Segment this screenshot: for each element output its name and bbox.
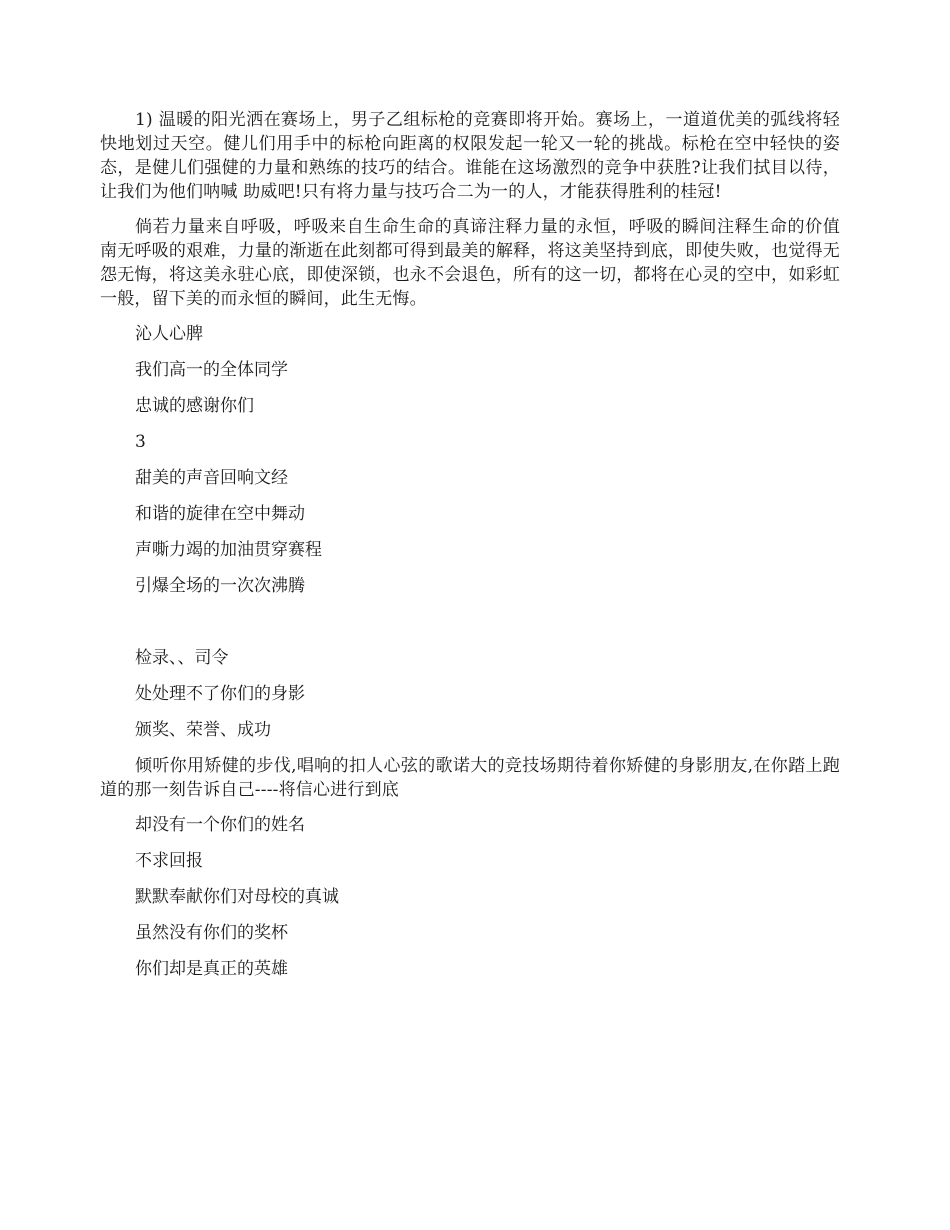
text-line: 和谐的旋律在空中舞动 [135,504,305,524]
text-line: 声嘶力竭的加油贯穿赛程 [135,540,322,560]
paragraph-breath: 倘若力量来自呼吸，呼吸来自生命生命的真谛注释力量的永恒，呼吸的瞬间注释生命的价值南无呼吸的艰难，力量的渐逝在此刻都可得到最美的解释，将这美坚持到底，即使失败，也觉得无怨无悔，将这美永驻心底，即使深锁，也永不会退色，所有的这一切，都将在心灵的空中，如彩虹一般，留下美的而永恒的瞬间，此生无悔。 [100,217,840,309]
text-line: 却没有一个你们的姓名 [135,815,305,835]
paragraph-javelin: 1) 温暖的阳光洒在赛场上，男子乙组标枪的竞赛即将开始。赛场上，一道道优美的弧线将轻快地划过天空。健儿们用手中的标枪向距离的权限发起一轮又一轮的挑战。标枪在空中轻快的姿态，是健儿们强健的力量和熟练的技巧的结合。谁能在这场激烈的竞争中获胜?让我们拭目以待，让我们为他们呐喊 助威吧!只有将力量与技巧合二为一的人，才能获得胜利的桂冠! [100,110,840,202]
text-line: 忠诚的感谢你们 [135,396,254,416]
text-line: 默默奉献你们对母校的真诚 [135,887,339,907]
text-line: 检录、、司令 [135,648,229,668]
text-line: 沁人心脾 [135,324,203,344]
text-line: 处处理不了你们的身影 [135,684,305,704]
document-page [100,108,840,993]
text-line: 你们却是真正的英雄 [135,959,288,979]
blank-spacer [100,610,840,646]
text-line: 引爆全场的一次次沸腾 [135,576,305,596]
paragraph-track: 倾听你用矫健的步伐,唱响的扣人心弦的歌诺大的竞技场期待着你矫健的身影朋友,在你踏上跑道的那一刻告诉自己----将信心进行到底 [100,756,840,800]
text-line: 我们高一的全体同学 [135,360,288,380]
text-line: 颁奖、荣誉、成功 [135,720,271,740]
text-line: 虽然没有你们的奖杯 [135,923,288,943]
text-line: 不求回报 [135,851,203,871]
text-line: 3 [135,432,146,452]
text-line: 甜美的声音回响文经 [135,468,288,488]
